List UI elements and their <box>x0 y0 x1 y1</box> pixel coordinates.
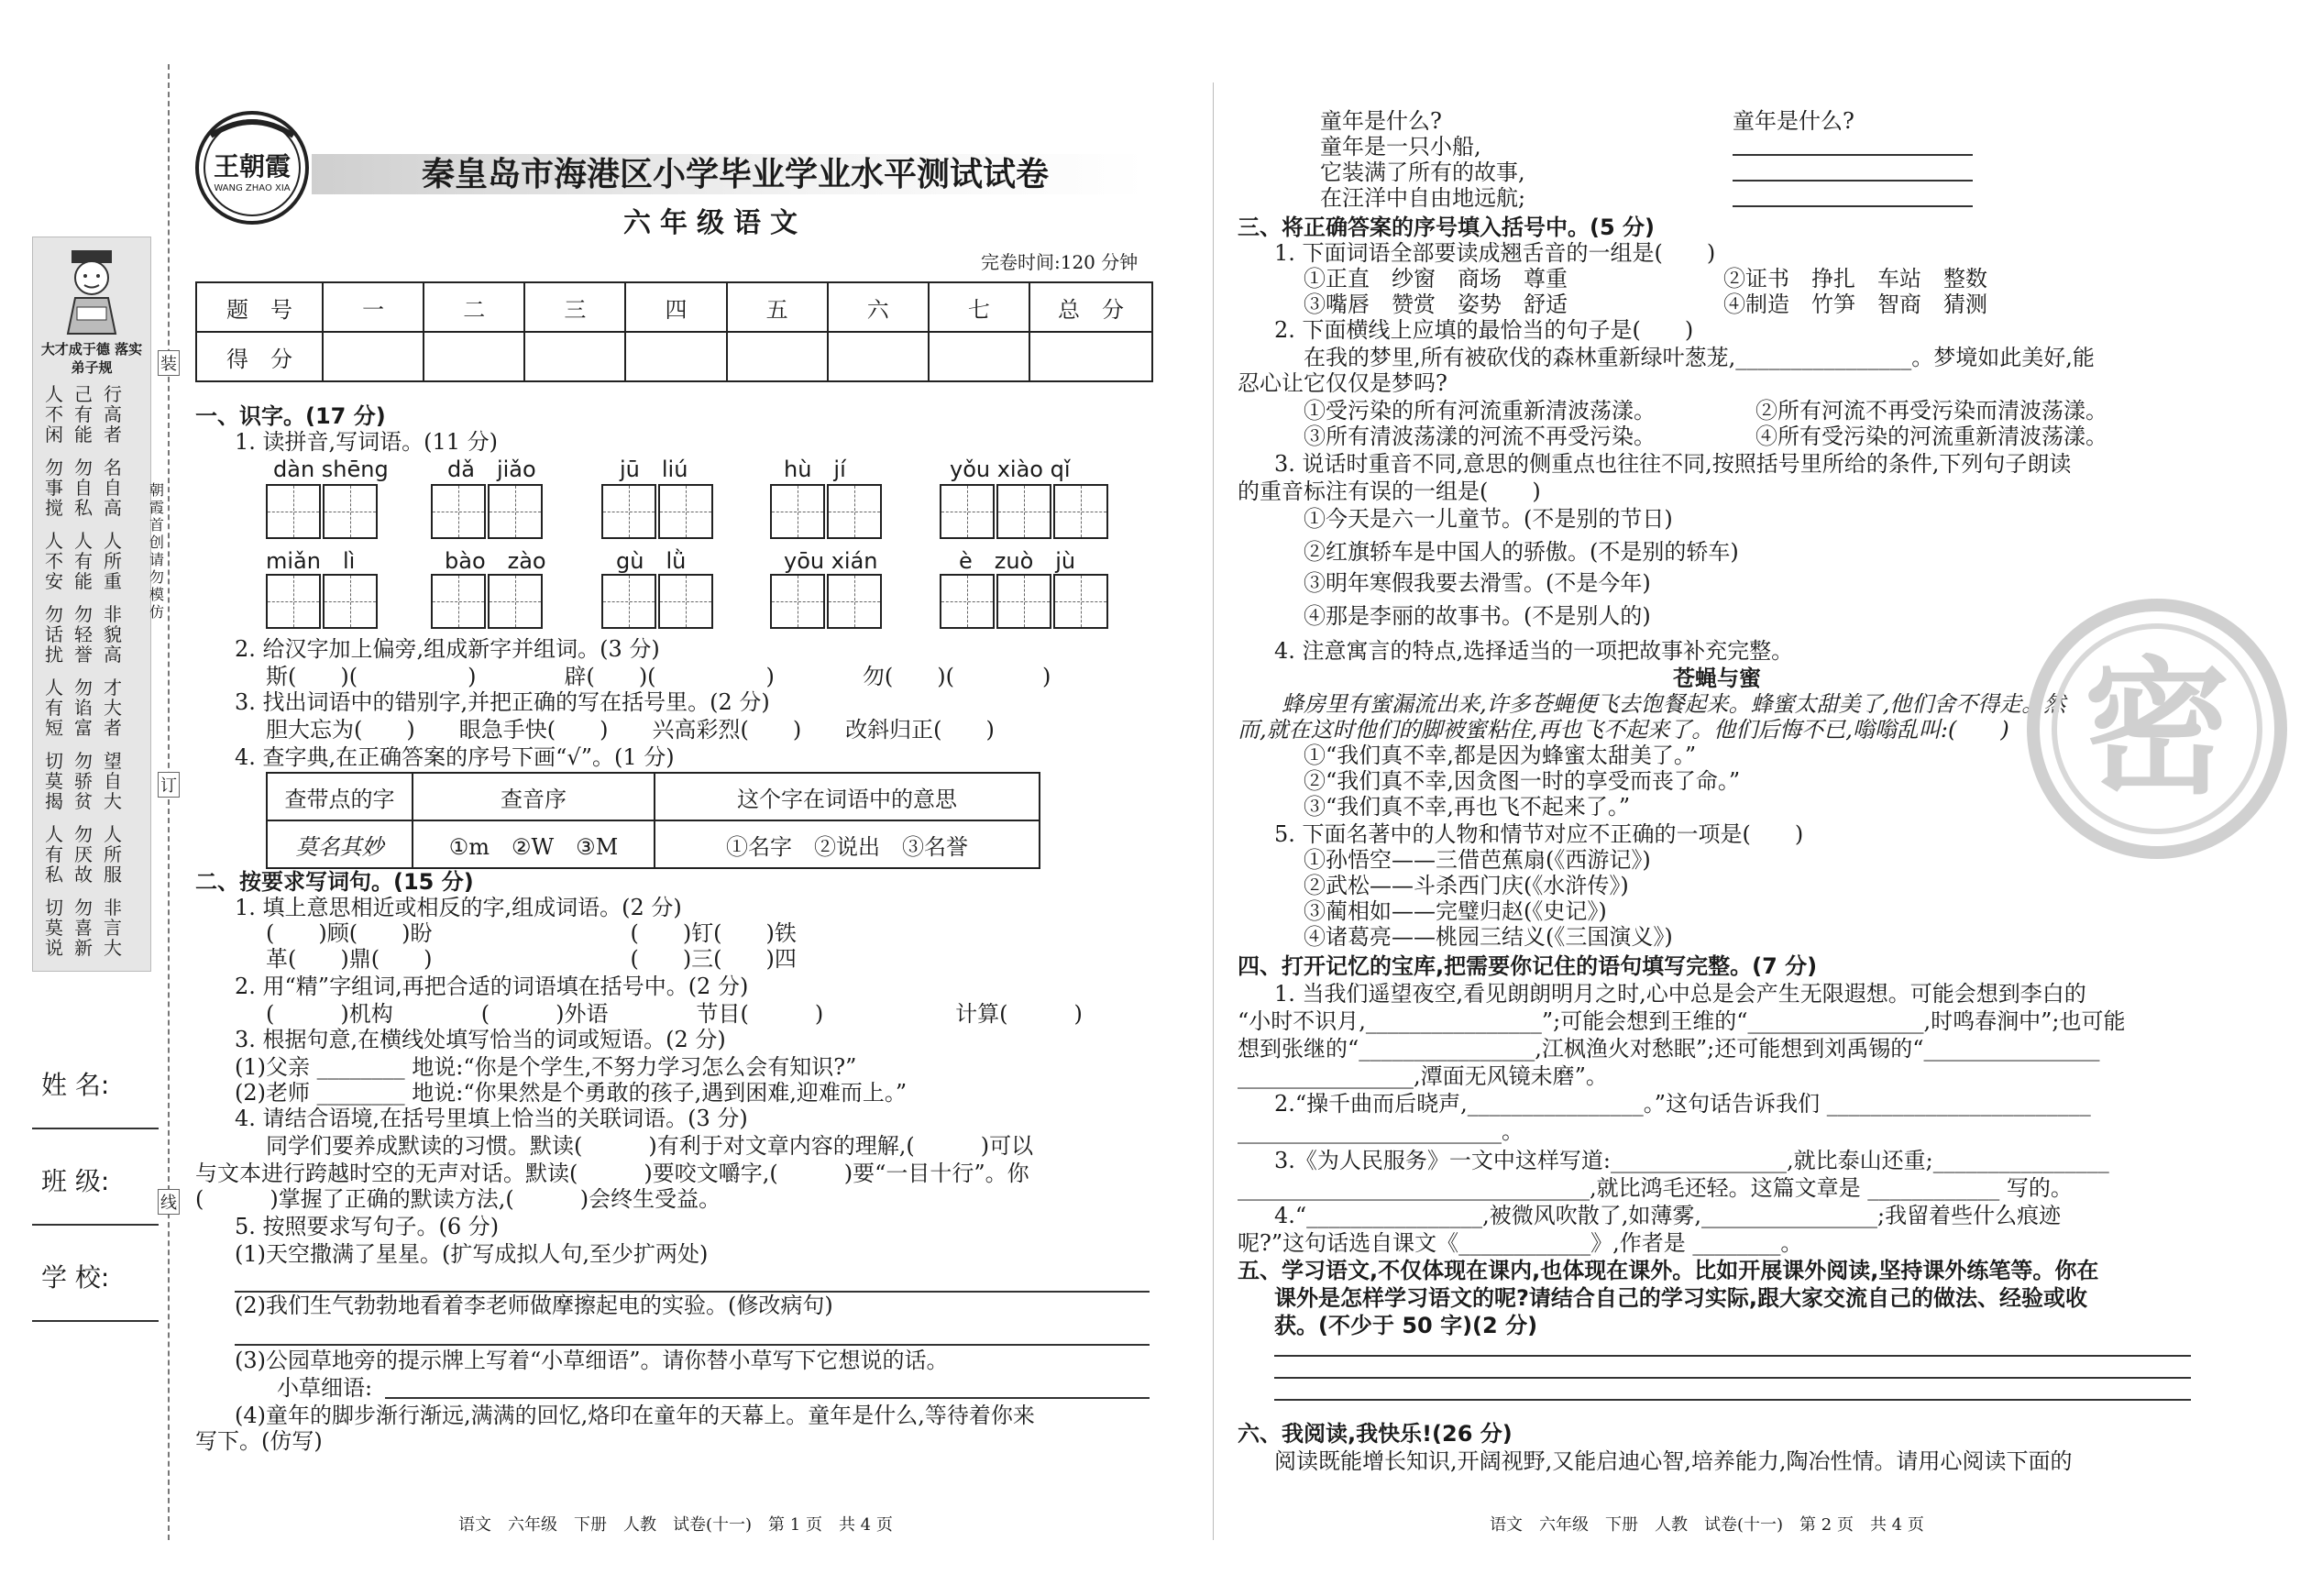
r1-option[interactable]: ③嘴唇 赞赏 姿势 舒适 <box>1304 292 1568 317</box>
essay-line[interactable] <box>1274 1355 2191 1357</box>
score-input[interactable] <box>1029 332 1152 381</box>
q2-answer: 斯( )( ) 辟( )( ) 勿( )( ) <box>266 664 1051 689</box>
section-6-intro: 阅读既能增长知识,开阔视野,又能启迪心智,培养能力,陶冶性情。请用心阅读下面的 <box>1274 1448 2073 1474</box>
score-cell: 七 <box>929 282 1029 332</box>
r3-option[interactable]: ③明年寒假我要去滑雪。(不是今年) <box>1304 570 1651 596</box>
r5-option[interactable]: ①孙悟空——三借芭蕉扇(《西游记》) <box>1304 847 1651 873</box>
memory-line: 3.《为人民服务》一文中这样写道:________________,就比泰山还重;________________ <box>1274 1148 2109 1173</box>
binding-mark-top: 装 <box>158 350 180 376</box>
answer-line[interactable] <box>385 1397 1150 1399</box>
couplet: 人所重 <box>104 530 122 592</box>
r5-option[interactable]: ③蔺相如——完璧归赵(《史记》) <box>1304 898 1607 924</box>
fable-text: 而,就在这时他们的脚被蜜粘住,再也飞不起来了。他们后悔不已,嗡嗡乱叫:( ) <box>1238 717 2009 743</box>
binding-mark-mid: 订 <box>158 772 180 798</box>
section-2-title: 二、按要求写词句。(15 分) <box>195 869 474 895</box>
page-divider <box>1213 83 1214 1540</box>
exam-subject: 六年级语文 <box>623 207 807 239</box>
couplet: 望自大 <box>104 750 122 812</box>
memory-line: ________________________。 <box>1238 1118 1524 1144</box>
q3-text: 3. 找出词语中的错别字,并把正确的写在括号里。(2 分) <box>235 689 770 715</box>
memory-line: 想到张继的“________________,江枫渔火对愁眠”;还可能想到刘禹锡的“________________ <box>1238 1036 2100 1062</box>
brand-logo-sub: WANG ZHAO XIA <box>214 183 291 193</box>
pinyin: jū liú <box>620 457 688 482</box>
couplet: 勿话扰 <box>45 603 63 666</box>
r4-option[interactable]: ②“我们真不幸,因贪图一时的享受而丧了命。” <box>1304 768 1741 794</box>
section-5-title-cont: 课外是怎样学习语文的呢?请结合自己的学习实际,跟大家交流自己的做法、经验或收 <box>1274 1285 2088 1311</box>
r5-text: 5. 下面名著中的人物和情节对应不正确的一项是( ) <box>1274 821 1804 847</box>
q3-answer: 胆大忘为( ) 眼急手快( ) 兴高彩烈( ) 改斜归正( ) <box>266 717 995 743</box>
section-5-title-end: 获。(不少于 50 字)(2 分) <box>1274 1313 1538 1338</box>
couplet: 勿事搅 <box>45 457 63 519</box>
score-header-row <box>196 282 1152 332</box>
couplet: 勿自私 <box>74 457 93 519</box>
score-cell: 总 分 <box>1029 282 1152 332</box>
r1-option[interactable]: ②证书 挣扎 车站 整数 <box>1723 266 1987 292</box>
p3-line-a: (1)父亲 ________ 地说:“你是个学生,不努力学习怎么会有知识?” <box>235 1054 857 1080</box>
char-box[interactable] <box>827 574 882 629</box>
memory-line: 呢?”这句话选自课文《____________》,作者是 ________。 <box>1238 1230 1803 1256</box>
r2-option[interactable]: ④所有受污染的河流重新清波荡漾。 <box>1755 424 2107 449</box>
couplet: 人所服 <box>104 823 122 886</box>
char-box[interactable] <box>827 484 882 539</box>
r2-option[interactable]: ①受污染的所有河流重新清波荡漾。 <box>1304 398 1656 424</box>
couplet: 人不安 <box>45 530 63 592</box>
char-box[interactable] <box>431 484 486 539</box>
answer-line[interactable] <box>235 1344 1150 1346</box>
char-box[interactable] <box>266 574 321 629</box>
p1-line-b: 革( )鼎( ) ( )三( )四 <box>266 946 797 972</box>
couplet: 人有能 <box>74 530 93 592</box>
pinyin: yōu xián <box>784 548 878 574</box>
couplet: 人有短 <box>45 677 63 739</box>
pinyin: è zuò jù <box>959 548 1076 574</box>
score-input[interactable] <box>625 332 726 381</box>
r2-passage-end: 忍心让它仅仅是梦吗? <box>1238 370 1447 396</box>
p4-line-a: 同学们要养成默读的习惯。默读( )有利于对文章内容的理解,( )可以 <box>266 1133 1034 1159</box>
p5-item-4: (4)童年的脚步渐行渐远,满满的回忆,烙印在童年的天幕上。童年是什么,等待着你来 <box>235 1403 1035 1428</box>
r5-option[interactable]: ②武松——斗杀西门庆(《水浒传》) <box>1304 873 1629 898</box>
p4-text: 4. 请结合语境,在括号里填上恰当的关联词语。(3 分) <box>235 1106 748 1131</box>
dict-cell[interactable]: ①m ②W ③M <box>413 820 655 868</box>
couplet: 勿骄贫 <box>74 750 93 812</box>
footer-page-1: 语文 六年级 下册 人教 试卷(十一) 第 1 页 共 4 页 <box>458 1515 893 1535</box>
pinyin: dàn shēng <box>273 457 389 482</box>
r2-option[interactable]: ②所有河流不再受污染而清波荡漾。 <box>1755 398 2107 424</box>
memory-line: 1. 当我们遥望夜空,看见朗朗明月之时,心中总是会产生无限遐想。可能会想到李白的 <box>1274 981 2086 1007</box>
section-3-title: 三、将正确答案的序号填入括号中。(5 分) <box>1238 215 1655 240</box>
p5-item-4-end: 写下。(仿写) <box>195 1428 323 1454</box>
q1-text: 1. 读拼音,写词语。(11 分) <box>235 429 499 455</box>
score-cell: 题 号 <box>196 282 323 332</box>
char-box[interactable] <box>940 484 995 539</box>
r4-text: 4. 注意寓言的特点,选择适当的一项把故事补充完整。 <box>1274 638 1794 664</box>
q2-text: 2. 给汉字加上偏旁,组成新字并组词。(3 分) <box>235 636 660 662</box>
score-cell: 四 <box>625 282 726 332</box>
sidebar-panel <box>32 237 151 972</box>
p4-line-b: 与文本进行跨越时空的无声对话。默读( )要咬文嚼字,( )要“一目十行”。你 <box>195 1161 1029 1186</box>
memory-line: “小时不识月,________________”;可能会想到王维的“________________,时鸣春涧中”;也可能 <box>1238 1008 2126 1034</box>
p2-line-a: ( )机构 ( )外语 节目( ) 计算( ) <box>266 1001 1083 1027</box>
score-table <box>195 281 1153 382</box>
memory-line: ________________________________,就比鸿毛还轻。这篇文章是 ____________ 写的。 <box>1238 1175 2073 1201</box>
poem-answer-line[interactable] <box>1733 154 1973 156</box>
class-field[interactable] <box>32 1224 159 1226</box>
exam-time: 完卷时间:120 分钟 <box>981 251 1139 273</box>
school-field[interactable] <box>32 1320 159 1322</box>
couplet: 切莫说 <box>45 897 63 959</box>
char-box[interactable] <box>940 574 995 629</box>
section-6-title: 六、我阅读,我快乐!(26 分) <box>1238 1421 1513 1447</box>
poem-line: 在汪洋中自由地远航; <box>1320 185 1526 211</box>
char-box[interactable] <box>601 484 656 539</box>
name-label: 姓 名: <box>41 1070 110 1100</box>
binding-mark-bot: 线 <box>158 1189 180 1215</box>
r2-text: 2. 下面横线上应填的最恰当的句子是( ) <box>1274 317 1694 343</box>
poem-line: 童年是什么? <box>1320 108 1442 134</box>
r3-option[interactable]: ②红旗轿车是中国人的骄傲。(不是别的轿车) <box>1304 539 1739 565</box>
couplet: 勿轻誉 <box>74 603 93 666</box>
char-box[interactable] <box>601 574 656 629</box>
p3-text: 3. 根据句意,在横线处填写恰当的词或短语。(2 分) <box>235 1027 726 1052</box>
pinyin: bào zào <box>445 548 546 574</box>
score-input[interactable] <box>727 332 828 381</box>
r4-option[interactable]: ③“我们真不幸,再也飞不起来了。” <box>1304 794 1631 820</box>
couplet: 才大者 <box>104 677 122 739</box>
couplet: 行高者 <box>104 383 122 446</box>
dict-row <box>267 820 1040 868</box>
dict-cell: 这个字在词语中的意思 <box>655 773 1040 820</box>
dict-cell[interactable]: ①名字 ②说出 ③名誉 <box>655 820 1040 868</box>
dictionary-table <box>266 772 1040 869</box>
dict-header-row <box>267 773 1040 820</box>
pinyin: gù lǜ <box>616 548 687 574</box>
brand-logo-text: 王朝霞 <box>213 151 291 182</box>
pinyin: dǎ jiǎo <box>447 457 536 482</box>
r3-option[interactable]: ④那是李丽的故事书。(不是别人的) <box>1304 603 1651 629</box>
char-box[interactable] <box>323 574 378 629</box>
char-box[interactable] <box>323 484 378 539</box>
score-cell: 三 <box>524 282 625 332</box>
poem-answer-line[interactable] <box>1733 180 1973 182</box>
scholar-icon <box>55 247 128 338</box>
p5-item-2: (2)我们生气勃勃地看着李老师做摩擦起电的实验。(修改病句) <box>235 1293 833 1318</box>
couplet: 勿喜新 <box>74 897 93 959</box>
p1-text: 1. 填上意思相近或相反的字,组成词语。(2 分) <box>235 895 682 920</box>
section-4-title: 四、打开记忆的宝库,把需要你记住的语句填写完整。(7 分) <box>1238 953 1818 979</box>
score-cell: 六 <box>828 282 929 332</box>
p4-line-c: ( )掌握了正确的默读方法,( )会终生受益。 <box>195 1186 721 1212</box>
couplet: 名自高 <box>104 457 122 519</box>
couplet: 切莫揭 <box>45 750 63 812</box>
r4-option[interactable]: ①“我们真不幸,都是因为蜂蜜太甜美了。” <box>1304 743 1697 768</box>
char-box[interactable] <box>488 484 543 539</box>
class-label: 班 级: <box>41 1166 110 1196</box>
p5-item-3-label: 小草细语: <box>277 1375 373 1401</box>
fable-text: 蜂房里有蜜漏流出来,许多苍蝇便飞去饱餐起来。蜂蜜太甜美了,他们舍不得走。然 <box>1282 691 2066 717</box>
secret-seal-text: 密 <box>2083 643 2230 814</box>
score-value-row <box>196 332 1152 381</box>
couplet: 非貌高 <box>104 603 122 666</box>
r1-text: 1. 下面词语全部要读成翘舌音的一组是( ) <box>1274 240 1716 266</box>
poem-line: 它装满了所有的故事, <box>1320 160 1525 185</box>
score-input[interactable] <box>424 332 524 381</box>
poem-line: 童年是一只小船, <box>1320 134 1481 160</box>
char-box[interactable] <box>996 484 1051 539</box>
school-label: 学 校: <box>41 1262 110 1293</box>
r3-text-end: 的重音标注有误的一组是( ) <box>1238 479 1541 504</box>
score-input[interactable] <box>323 332 424 381</box>
footer-page-2: 语文 六年级 下册 人教 试卷(十一) 第 2 页 共 4 页 <box>1490 1515 1924 1535</box>
essay-line[interactable] <box>1274 1399 2191 1401</box>
couplet: 非言大 <box>104 897 122 959</box>
exam-title: 秦皇岛市海港区小学毕业学业水平测试试卷 <box>422 156 1050 193</box>
char-box[interactable] <box>1053 484 1108 539</box>
memory-line: 4.“________________,被微风吹散了,如薄雾,________________;我留着些什么痕迹 <box>1274 1203 2062 1228</box>
section-1-title: 一、识字。(17 分) <box>195 403 386 429</box>
score-cell: 五 <box>727 282 828 332</box>
sidebar-motto: 大才成于德 落实弟子规 <box>40 341 143 376</box>
r1-option[interactable]: ①正直 纱窗 商场 尊重 <box>1304 266 1568 292</box>
pinyin: miǎn lì <box>266 548 356 574</box>
couplet: 人有私 <box>45 823 63 886</box>
char-box[interactable] <box>1053 574 1108 629</box>
score-input[interactable] <box>524 332 625 381</box>
couplet: 勿谄富 <box>74 677 93 739</box>
r2-passage: 在我的梦里,所有被砍伐的森林重新绿叶葱茏,________________。梦境如此美好,能 <box>1304 345 2095 370</box>
fable-title: 苍蝇与蜜 <box>1673 666 1761 691</box>
score-input[interactable] <box>929 332 1029 381</box>
p5-item-1: (1)天空撒满了星星。(扩写成拟人句,至少扩两处) <box>235 1241 709 1267</box>
q4-text: 4. 查字典,在正确答案的序号下画“√”。(1 分) <box>235 744 675 770</box>
r3-option[interactable]: ①今天是六一儿童节。(不是别的节日) <box>1304 506 1673 532</box>
char-box[interactable] <box>770 574 825 629</box>
char-box[interactable] <box>431 574 486 629</box>
char-box[interactable] <box>266 484 321 539</box>
char-box[interactable] <box>996 574 1051 629</box>
poem-answer-line[interactable] <box>1733 205 1973 207</box>
couplet: 人不闲 <box>45 383 63 446</box>
dict-cell: 查音序 <box>413 773 655 820</box>
pinyin: yǒu xiào qǐ <box>950 457 1071 482</box>
section-5-title: 五、学习语文,不仅体现在课内,也体现在课外。比如开展课外阅读,坚持课外练笔等。你在 <box>1238 1258 2099 1283</box>
score-cell: 二 <box>424 282 524 332</box>
couplet: 己有能 <box>74 383 93 446</box>
p1-line-a: ( )顾( )盼 ( )钉( )铁 <box>266 920 797 946</box>
r1-option[interactable]: ④制造 竹笋 智商 猜测 <box>1723 292 1987 317</box>
char-box[interactable] <box>658 574 713 629</box>
dict-cell: 莫名其妙 <box>267 820 413 868</box>
r5-option[interactable]: ④诸葛亮——桃园三结义(《三国演义》) <box>1304 924 1673 950</box>
char-box[interactable] <box>770 484 825 539</box>
memory-line: ________________,潭面无风镜未磨”。 <box>1238 1063 1608 1089</box>
copyright-note: 朝霞首创 请勿模仿 <box>149 481 164 621</box>
r2-option[interactable]: ③所有清波荡漾的河流不再受污染。 <box>1304 424 1656 449</box>
p2-text: 2. 用“精”字组词,再把合适的词语填在括号中。(2 分) <box>235 974 749 999</box>
couplet: 勿厌故 <box>74 823 93 886</box>
name-field[interactable] <box>32 1128 159 1129</box>
pinyin: hù jí <box>784 457 846 482</box>
r3-text: 3. 说话时重音不同,意思的侧重点也往往不同,按照括号里所给的条件,下列句子朗读 <box>1274 451 2072 477</box>
score-cell: 得 分 <box>196 332 323 381</box>
p3-line-b: (2)老师 ________ 地说:“你果然是个勇敢的孩子,遇到困难,迎难而上。” <box>235 1080 908 1106</box>
essay-line[interactable] <box>1274 1377 2191 1379</box>
binding-line <box>168 64 170 1540</box>
score-cell: 一 <box>323 282 424 332</box>
dict-cell: 查带点的字 <box>267 773 413 820</box>
memory-line: 2.“操千曲而后晓声,________________。”这句话告诉我们 ________________________ <box>1274 1091 2091 1117</box>
char-box[interactable] <box>488 574 543 629</box>
poem-line: 童年是什么? <box>1733 108 1854 134</box>
score-input[interactable] <box>828 332 929 381</box>
sidebar-couplets <box>40 384 145 962</box>
char-box[interactable] <box>658 484 713 539</box>
p5-item-3: (3)公园草地旁的提示牌上写着“小草细语”。请你替小草写下它想说的话。 <box>235 1348 949 1373</box>
p5-text: 5. 按照要求写句子。(6 分) <box>235 1214 500 1239</box>
